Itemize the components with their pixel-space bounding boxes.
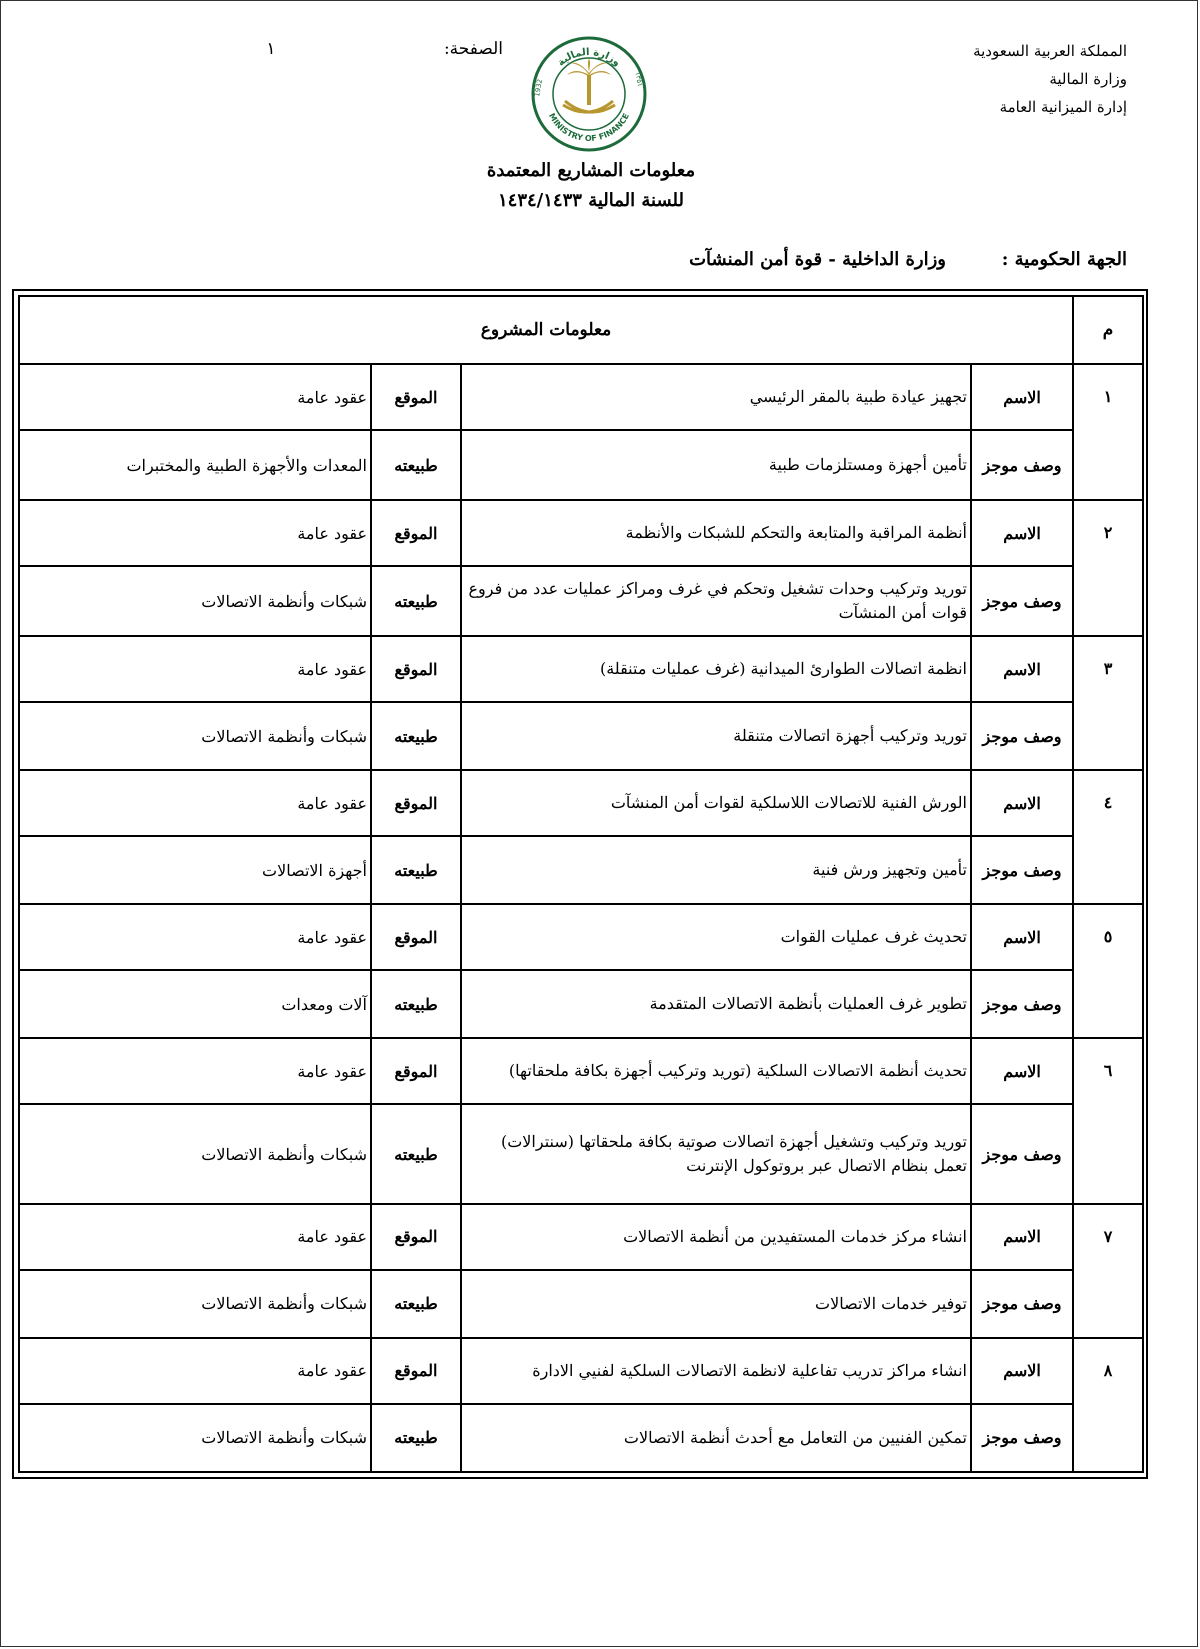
document-title xyxy=(441,156,741,216)
project-nature: شبكات وأنظمة الاتصالات xyxy=(19,702,371,770)
project-name: أنظمة المراقبة والمتابعة والتحكم للشبكات والأنظمة xyxy=(461,500,971,566)
table-row xyxy=(19,1204,1143,1270)
description-label: وصف موجز xyxy=(971,430,1073,500)
page-label: الصفحة: xyxy=(443,39,503,59)
location-label: الموقع xyxy=(371,500,461,566)
project-description: توفير خدمات الاتصالات xyxy=(461,1270,971,1338)
project-location: عقود عامة xyxy=(19,1204,371,1270)
project-name: تجهيز عيادة طبية بالمقر الرئيسي xyxy=(461,364,971,430)
project-location: عقود عامة xyxy=(19,500,371,566)
location-label: الموقع xyxy=(371,364,461,430)
project-nature: المعدات والأجهزة الطبية والمختبرات xyxy=(19,430,371,500)
project-description: تأمين وتجهيز ورش فنية xyxy=(461,836,971,904)
table-row xyxy=(19,566,1143,636)
table-row xyxy=(19,500,1143,566)
project-location: عقود عامة xyxy=(19,1338,371,1404)
row-number: ٣ xyxy=(1073,636,1143,770)
table-row xyxy=(19,702,1143,770)
table-row xyxy=(19,1038,1143,1104)
seal-bottom-text: MINISTRY OF FINANCE xyxy=(546,111,631,144)
row-number: ٨ xyxy=(1073,1338,1143,1472)
table-row xyxy=(19,364,1143,430)
org-line-department: إدارة الميزانية العامة xyxy=(999,98,1127,116)
description-label: وصف موجز xyxy=(971,702,1073,770)
index-column-header: م xyxy=(1073,296,1143,364)
table-row xyxy=(19,1404,1143,1472)
palm-swords-emblem xyxy=(563,59,615,112)
project-location: عقود عامة xyxy=(19,364,371,430)
project-nature: شبكات وأنظمة الاتصالات xyxy=(19,1270,371,1338)
name-label: الاسم xyxy=(971,636,1073,702)
name-label: الاسم xyxy=(971,1038,1073,1104)
project-name: تحديث غرف عمليات القوات xyxy=(461,904,971,970)
name-label: الاسم xyxy=(971,904,1073,970)
description-label: وصف موجز xyxy=(971,970,1073,1038)
row-number: ٦ xyxy=(1073,1038,1143,1204)
title-line-2: للسنة المالية ١٤٣٤/١٤٣٣ xyxy=(498,190,684,211)
project-description: تمكين الفنيين من التعامل مع أحدث أنظمة الاتصالات xyxy=(461,1404,971,1472)
nature-label: طبيعته xyxy=(371,702,461,770)
name-label: الاسم xyxy=(971,364,1073,430)
svg-text:MINISTRY OF FINANCE xyxy=(547,112,631,143)
name-label: الاسم xyxy=(971,500,1073,566)
project-description: توريد وتركيب وتشغيل أجهزة اتصالات صوتية بكافة ملحقاتها (سنترالات) تعمل بنظام الاتصال عبر بروتوكول الإنترنت xyxy=(461,1104,971,1204)
page-number: ١ xyxy=(266,39,276,59)
project-name: الورش الفنية للاتصالات اللاسلكية لقوات أمن المنشآت xyxy=(461,770,971,836)
project-location: عقود عامة xyxy=(19,636,371,702)
table-row xyxy=(19,836,1143,904)
name-label: الاسم xyxy=(971,770,1073,836)
location-label: الموقع xyxy=(371,1204,461,1270)
table-row xyxy=(19,1104,1143,1204)
location-label: الموقع xyxy=(371,1038,461,1104)
location-label: الموقع xyxy=(371,636,461,702)
project-location: عقود عامة xyxy=(19,1038,371,1104)
project-nature: شبكات وأنظمة الاتصالات xyxy=(19,1104,371,1204)
seal-top-text: وزارة المالية xyxy=(555,46,623,69)
description-label: وصف موجز xyxy=(971,566,1073,636)
row-number: ٧ xyxy=(1073,1204,1143,1338)
project-name: تحديث أنظمة الاتصالات السلكية (توريد وتركيب أجهزة بكافة ملحقاتها) xyxy=(461,1038,971,1104)
location-label: الموقع xyxy=(371,1338,461,1404)
project-name: انشاء مركز خدمات المستفيدين من أنظمة الاتصالات xyxy=(461,1204,971,1270)
nature-label: طبيعته xyxy=(371,566,461,636)
nature-label: طبيعته xyxy=(371,836,461,904)
table-header-row xyxy=(19,296,1143,364)
project-description: توريد وتركيب وحدات تشغيل وتحكم في غرف ومراكز عمليات عدد من فروع قوات أمن المنشآت xyxy=(461,566,971,636)
project-description: تطوير غرف العمليات بأنظمة الاتصالات المتقدمة xyxy=(461,970,971,1038)
nature-label: طبيعته xyxy=(371,970,461,1038)
nature-label: طبيعته xyxy=(371,430,461,500)
project-description: تأمين أجهزة ومستلزمات طبية xyxy=(461,430,971,500)
row-number: ٥ xyxy=(1073,904,1143,1038)
org-line-country: المملكة العربية السعودية xyxy=(973,42,1127,60)
project-nature: شبكات وأنظمة الاتصالات xyxy=(19,566,371,636)
project-nature: شبكات وأنظمة الاتصالات xyxy=(19,1404,371,1472)
description-label: وصف موجز xyxy=(971,836,1073,904)
entity-value: وزارة الداخلية - قوة أمن المنشآت xyxy=(689,249,946,270)
name-label: الاسم xyxy=(971,1204,1073,1270)
project-info-header: معلومات المشروع xyxy=(19,296,1073,364)
seal-year-left: 1932 xyxy=(533,78,545,98)
table-row xyxy=(19,1338,1143,1404)
seal-year-right: ١٣٥١ xyxy=(633,71,644,88)
table-row xyxy=(19,970,1143,1038)
projects-table xyxy=(18,295,1144,1473)
project-name: انشاء مراكز تدريب تفاعلية لانظمة الاتصالات السلكية لفنيي الادارة xyxy=(461,1338,971,1404)
project-description: توريد وتركيب أجهزة اتصالات متنقلة xyxy=(461,702,971,770)
name-label: الاسم xyxy=(971,1338,1073,1404)
description-label: وصف موجز xyxy=(971,1270,1073,1338)
project-name: انظمة اتصالات الطوارئ الميدانية (غرف عمليات متنقلة) xyxy=(461,636,971,702)
description-label: وصف موجز xyxy=(971,1104,1073,1204)
project-nature: أجهزة الاتصالات xyxy=(19,836,371,904)
row-number: ٢ xyxy=(1073,500,1143,636)
table-row xyxy=(19,430,1143,500)
project-location: عقود عامة xyxy=(19,770,371,836)
nature-label: طبيعته xyxy=(371,1270,461,1338)
nature-label: طبيعته xyxy=(371,1404,461,1472)
entity-label: الجهة الحكومية : xyxy=(1001,249,1127,270)
nature-label: طبيعته xyxy=(371,1104,461,1204)
project-location: عقود عامة xyxy=(19,904,371,970)
table-row xyxy=(19,770,1143,836)
row-number: ١ xyxy=(1073,364,1143,500)
row-number: ٤ xyxy=(1073,770,1143,904)
table-row xyxy=(19,1270,1143,1338)
title-line-1: معلومات المشاريع المعتمدة xyxy=(486,160,696,181)
organization-block xyxy=(887,37,1127,121)
table-row xyxy=(19,904,1143,970)
table-row xyxy=(19,636,1143,702)
org-line-ministry: وزارة المالية xyxy=(1049,70,1127,88)
location-label: الموقع xyxy=(371,904,461,970)
ministry-seal-logo xyxy=(525,35,653,153)
description-label: وصف موجز xyxy=(971,1404,1073,1472)
location-label: الموقع xyxy=(371,770,461,836)
project-nature: آلات ومعدات xyxy=(19,970,371,1038)
